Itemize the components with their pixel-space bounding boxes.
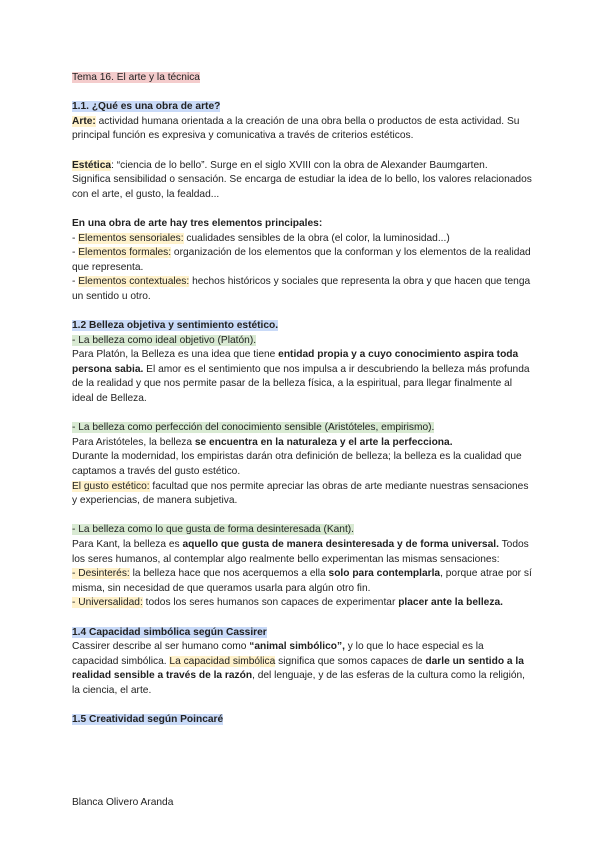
element-formal: - Elementos formales: organización de los elementos que la conforman y los elementos de la realidad que representa. [72, 247, 531, 273]
section-1-heading: 1.1. ¿Qué es una obra de arte? [72, 101, 221, 113]
estetica-description: Significa sensibilidad o sensación. Se encarga de estudiar la idea de lo bello, los valores relacionados con el arte, el gusto, la fealdad... [72, 174, 532, 200]
universalidad: - Universalidad: todos los seres humanos son capaces de experimentar placer ante la belleza. [72, 597, 503, 609]
section-2-heading: 1.2 Belleza objetiva y sentimiento estético. [72, 320, 279, 332]
desinteres: - Desinterés: la belleza hace que nos acerquemos a ella solo para contemplarla, porque atrae por sí misma, sin necesidad de que queramos usarla para algún otro fin. [72, 568, 532, 594]
element-sensorial: - Elementos sensoriales: cualidades sensibles de la obra (el color, la luminosidad...) [72, 232, 450, 244]
elements-heading: En una obra de arte hay tres elementos principales: [72, 217, 323, 229]
doc-title: Tema 16. El arte y la técnica [72, 72, 200, 83]
document-body [72, 71, 532, 728]
kant-text: Para Kant, la belleza es aquello que gusta de manera desinteresada y de forma universal. Todos los seres humanos, al contemplar algo realmente bello experimentan las mismas sensaciones: [72, 539, 529, 565]
kant-title: - La belleza como lo que gusta de forma desinteresada (Kant). [72, 524, 355, 536]
platon-text: Para Platón, la Belleza es una idea que tiene entidad propia y a cuyo conocimiento aspira toda persona sabia. El amor es el sentimiento que nos impulsa a ir descubriendo la belleza más profunda de la realidad y que nos permite pasar de la belleza física, a la espiritual, para llegar finalmente al ideal de Belleza. [72, 349, 530, 405]
aristoteles-text: Para Aristóteles, la belleza se encuentra en la naturaleza y el arte la perfecciona. [72, 436, 453, 448]
gusto-estetico: El gusto estético: facultad que nos permite apreciar las obras de arte mediante nuestras sensaciones y experiencias, de manera subjetiva. [72, 480, 529, 507]
estetica-definition: Estética: “ciencia de lo bello”. Surge en el siglo XVIII con la obra de Alexander Baumgarten. [72, 159, 488, 171]
element-contextual: - Elementos contextuales: hechos históricos y sociales que representa la obra y que hacen que tenga un sentido u otro. [72, 276, 531, 302]
section-4-heading: 1.5 Creatividad según Poincaré [72, 714, 224, 726]
empiristas-text: Durante la modernidad, los empiristas darán otra definición de belleza; la belleza es la cualidad que captamos a través del gusto estético. [72, 451, 522, 478]
author-footer: Blanca Olivero Aranda [72, 797, 174, 808]
arte-definition: Arte: actividad humana orientada a la creación de una obra bella o productos de esta actividad. Su principal función es expresiva y comunicativa a través de criterios estéticos. [72, 115, 520, 142]
section-3-heading: 1.4 Capacidad simbólica según Cassirer [72, 626, 267, 638]
platon-title: - La belleza como ideal objetivo (Platón). [72, 334, 257, 346]
cassirer-text: Cassirer describe al ser humano como “animal simbólico”, y lo que lo hace especial es la capacidad simbólica. La capacidad simbólica significa que somos capaces de darle un sentido a la realidad sensible a través de la razón, del lenguaje, y de las esferas de la cultura como la religión, la ciencia, el arte. [72, 641, 526, 696]
aristoteles-title: - La belleza como perfección del conocimiento sensible (Aristóteles, empirismo). [72, 422, 435, 434]
